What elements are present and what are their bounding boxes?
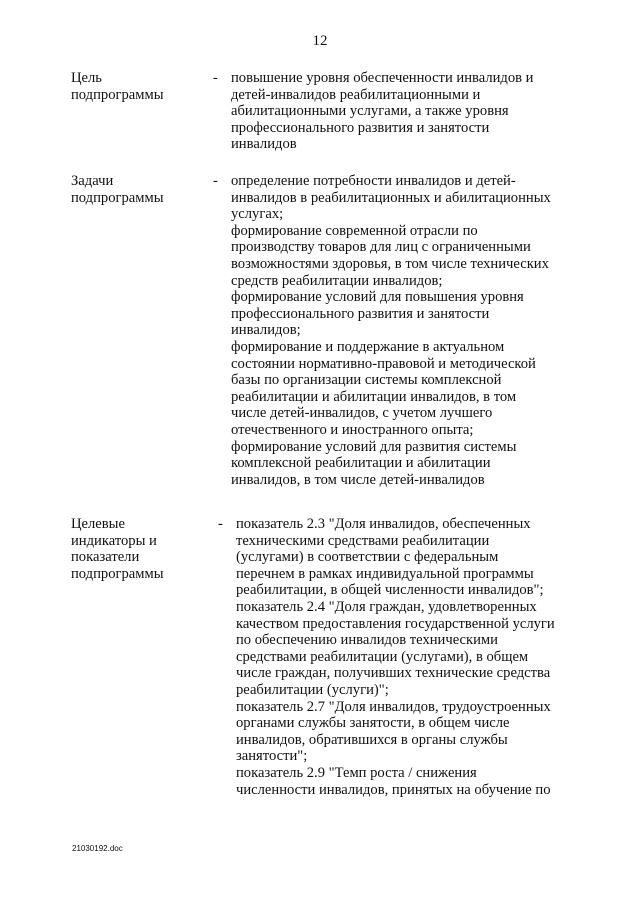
task-item: определение потребности инвалидов и детей- инвалидов в реабилитационных и абилитационных услугах; — [231, 173, 551, 223]
goal-text: повышение уровня обеспеченности инвалидов и детей-инвалидов реабилитационными и абилитационными услугами, а также уровня профессионального развития и занятости инвалидов — [231, 70, 534, 153]
indicator-item: показатель 2.4 "Доля граждан, удовлетворенных качеством предоставления государственной услуги по обеспечению инвалидов техническими средствами реабилитации (услугами), в общем числе граждан, получивших технические средства реабилитации (услуги)"; — [236, 598, 555, 698]
document-code: 21030192.doc — [72, 844, 123, 853]
goal-dash: - — [213, 70, 218, 86]
page-number: 12 — [312, 33, 328, 49]
goal-content — [231, 70, 576, 153]
indicator-item: показатель 2.9 "Темп роста / снижения численности инвалидов, принятых на обучение по — [236, 764, 551, 798]
task-item: формирование и поддержание в актуальном состоянии нормативно-правовой и методической базы по организации системы комплексной реабилитации и абилитации инвалидов, в том числе детей-инвалидов, с учетом лучшего отечественного и иностранного опыта; — [231, 338, 536, 438]
indicators-dash: - — [218, 516, 223, 532]
indicators-content — [236, 516, 576, 798]
task-item: формирование современной отрасли по производству товаров для лиц с ограниченными возможностями здоровья, в том числе технических средств реабилитации инвалидов; — [231, 222, 549, 289]
goal-label: Цель подпрограммы — [71, 70, 164, 103]
task-item: формирование условий для повышения уровня профессионального развития и занятости инвалидов; — [231, 289, 524, 339]
indicator-item: показатель 2.3 "Доля инвалидов, обеспеченных техническими средствами реабилитации (услугами) в соответствии с федеральным перечнем в рамках индивидуальной программы реабилитации, в общей численности инвалидов"; — [236, 516, 544, 599]
tasks-content — [231, 173, 576, 488]
indicators-label: Целевые индикаторы и показатели подпрограммы — [71, 516, 164, 582]
tasks-label: Задачи подпрограммы — [71, 173, 164, 206]
indicator-item: показатель 2.7 "Доля инвалидов, трудоустроенных органами службы занятости, в общем числе инвалидов, обратившихся в органы службы занятости"; — [236, 698, 551, 765]
tasks-dash: - — [213, 173, 218, 189]
task-item: формирование условий для развития системы комплексной реабилитации и абилитации инвалидов, в том числе детей-инвалидов — [231, 438, 517, 488]
